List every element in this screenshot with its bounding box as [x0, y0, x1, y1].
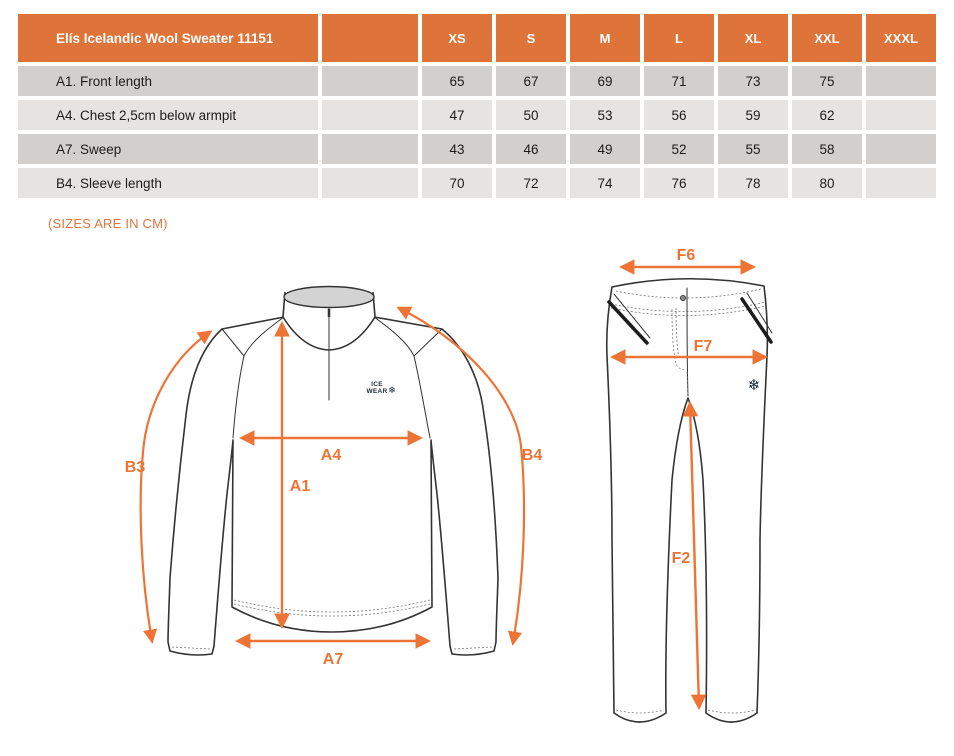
size-table [18, 14, 936, 198]
measure-label-a4: A4 [320, 447, 342, 464]
sizes-in-cm-note: (SIZES ARE IN CM) [48, 216, 168, 231]
size-value-cell: 75 [792, 66, 862, 96]
size-col-header-xxxl: XXXL [866, 14, 936, 62]
measure-label-b3: B3 [124, 459, 146, 476]
snowflake-icon: ❄ [747, 376, 761, 394]
size-value-cell: 43 [422, 134, 492, 164]
size-value-cell: 62 [792, 100, 862, 130]
size-value-cell [866, 66, 936, 96]
size-value-cell: 74 [570, 168, 640, 198]
measure-label-f6: F6 [676, 247, 696, 264]
spacer-cell [322, 134, 418, 164]
size-value-cell: 55 [718, 134, 788, 164]
size-value-cell: 67 [496, 66, 566, 96]
snowflake-icon: ❄ [388, 386, 396, 396]
spacer-cell [322, 100, 418, 130]
brand-logo-wear: WEAR [366, 388, 388, 395]
collar-opening [284, 287, 374, 308]
measure-arrow-f2 [690, 404, 699, 707]
size-value-cell: 50 [496, 100, 566, 130]
sweater-diagram [125, 287, 543, 669]
size-value-cell [866, 100, 936, 130]
size-value-cell: 73 [718, 66, 788, 96]
size-value-cell: 53 [570, 100, 640, 130]
size-value-cell: 52 [644, 134, 714, 164]
size-col-header-s: S [496, 14, 566, 62]
spacer-cell [322, 66, 418, 96]
row-label: A4. Chest 2,5cm below armpit [18, 100, 318, 130]
size-value-cell: 80 [792, 168, 862, 198]
size-value-cell: 56 [644, 100, 714, 130]
row-label: A1. Front length [18, 66, 318, 96]
size-col-header-l: L [644, 14, 714, 62]
size-value-cell: 47 [422, 100, 492, 130]
size-value-cell: 65 [422, 66, 492, 96]
size-value-cell: 69 [570, 66, 640, 96]
size-value-cell: 76 [644, 168, 714, 198]
size-col-header-xs: XS [422, 14, 492, 62]
measurement-diagrams [0, 245, 954, 756]
pants-diagram [607, 247, 772, 722]
measure-label-f2: F2 [671, 550, 691, 567]
measure-label-a1: A1 [289, 478, 311, 495]
measure-label-a7: A7 [322, 651, 344, 668]
waist-button [680, 295, 685, 300]
size-col-header-xl: XL [718, 14, 788, 62]
header-spacer-cell [322, 14, 418, 62]
size-value-cell: 72 [496, 168, 566, 198]
size-value-cell: 71 [644, 66, 714, 96]
measure-label-f7: F7 [693, 338, 713, 355]
measure-label-b4: B4 [521, 447, 543, 464]
size-value-cell: 70 [422, 168, 492, 198]
row-label: A7. Sweep [18, 134, 318, 164]
brand-logo-ice: ICE [371, 381, 383, 388]
size-value-cell: 59 [718, 100, 788, 130]
size-value-cell: 46 [496, 134, 566, 164]
size-value-cell: 78 [718, 168, 788, 198]
spacer-cell [322, 168, 418, 198]
sweater-outline [168, 317, 498, 655]
size-col-header-m: M [570, 14, 640, 62]
size-col-header-xxl: XXL [792, 14, 862, 62]
size-value-cell [866, 168, 936, 198]
product-title: Elís Icelandic Wool Sweater 11151 [18, 14, 318, 62]
size-value-cell [866, 134, 936, 164]
size-value-cell: 58 [792, 134, 862, 164]
size-value-cell: 49 [570, 134, 640, 164]
row-label: B4. Sleeve length [18, 168, 318, 198]
